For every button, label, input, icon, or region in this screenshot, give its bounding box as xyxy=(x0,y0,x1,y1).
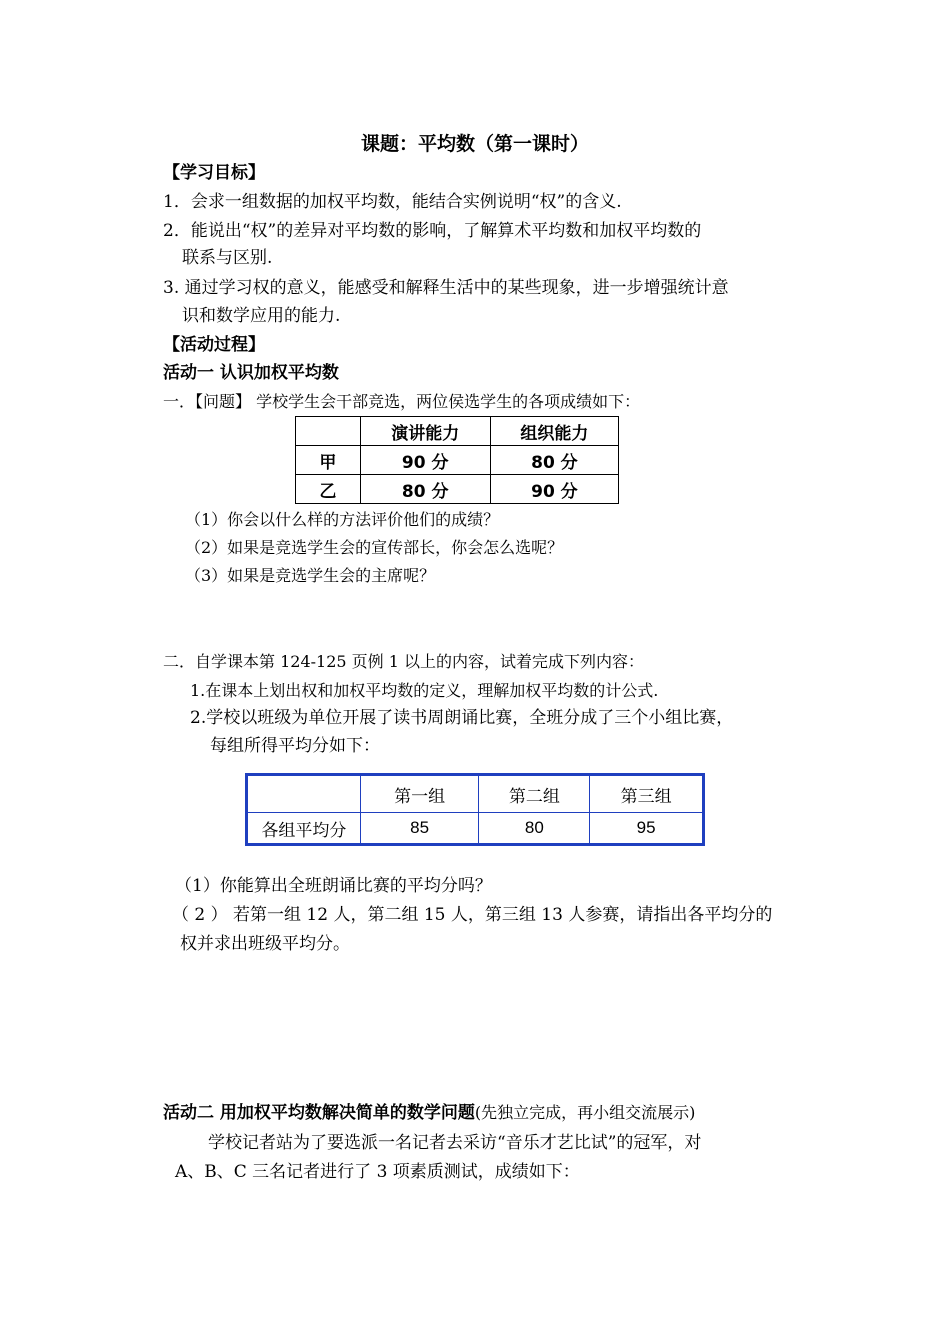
table-row xyxy=(247,775,704,813)
table-cell: 80 分 xyxy=(490,446,618,475)
group-score-table xyxy=(245,773,705,846)
question2-question: （1）你能算出全班朗诵比赛的平均分吗？ xyxy=(175,876,492,896)
table-row xyxy=(296,446,619,475)
activity2-heading-line xyxy=(163,1105,695,1122)
question1-item: （3）如果是竞选学生会的主席呢？ xyxy=(185,566,436,585)
activity1-heading: 活动一 认识加权平均数 xyxy=(163,363,339,383)
table-row xyxy=(296,417,619,446)
table-row xyxy=(247,813,704,845)
question2-item: 每组所得平均分如下： xyxy=(210,736,380,756)
table-cell: 85 xyxy=(360,813,479,845)
activity2-heading: 活动二 用加权平均数解决简单的数学问题 xyxy=(163,1103,475,1123)
table-cell xyxy=(247,775,361,813)
question1-item: （2）如果是竞选学生会的宣传部长，你会怎么选呢？ xyxy=(185,538,564,557)
table-row xyxy=(296,475,619,504)
table-header: 第二组 xyxy=(479,775,590,813)
question2-question: （ 2 ） 若第一组 12 人，第二组 15 人，第三组 13 人参赛，请指出各平均分的 xyxy=(172,905,773,925)
goal-line: 3. 通过学习权的意义，能感受和解释生活中的某些现象，进一步增强统计意 xyxy=(163,278,729,298)
goal-line: 识和数学应用的能力. xyxy=(182,306,341,326)
table-cell: 乙 xyxy=(296,475,361,504)
section-goals-heading: 【学习目标】 xyxy=(163,163,265,183)
question2-intro: 二．自学课本第 124-125 页例 1 以上的内容，试着完成下列内容： xyxy=(163,652,645,671)
table-cell: 90 分 xyxy=(360,446,490,475)
table-cell: 80 分 xyxy=(360,475,490,504)
question2-item: 1.在课本上划出权和加权平均数的定义，理解加权平均数的计公式. xyxy=(190,681,659,700)
activity2-note: (先独立完成，再小组交流展示) xyxy=(474,1103,696,1122)
section-process-heading: 【活动过程】 xyxy=(163,335,265,355)
question1-intro: 一．【问题】 学校学生会干部竞选，两位侯选学生的各项成绩如下： xyxy=(163,392,641,411)
candidate-score-table xyxy=(295,416,619,504)
table-cell: 90 分 xyxy=(490,475,618,504)
table-cell: 甲 xyxy=(296,446,361,475)
question2-item: 2.学校以班级为单位开展了读书周朗诵比赛，全班分成了三个小组比赛， xyxy=(190,708,734,728)
activity2-text: 学校记者站为了要选派一名记者去采访“音乐才艺比试”的冠军，对 xyxy=(208,1133,702,1153)
question2-question: 权并求出班级平均分。 xyxy=(180,934,350,954)
question1-item: （1）你会以什么样的方法评价他们的成绩？ xyxy=(185,510,500,529)
goal-line: 联系与区别. xyxy=(182,248,273,268)
table-row-label: 各组平均分 xyxy=(247,813,361,845)
goal-line: 2．能说出“权”的差异对平均数的影响，了解算术平均数和加权平均数的 xyxy=(163,221,702,241)
table-header: 演讲能力 xyxy=(360,417,490,446)
goal-line: 1．会求一组数据的加权平均数，能结合实例说明“权”的含义. xyxy=(163,192,622,212)
page-title: 课题：平均数（第一课时） xyxy=(360,133,589,155)
table-cell: 80 xyxy=(479,813,590,845)
table-header: 组织能力 xyxy=(490,417,618,446)
table-header: 第三组 xyxy=(590,775,704,813)
table-header: 第一组 xyxy=(360,775,479,813)
table-cell: 95 xyxy=(590,813,704,845)
table-cell xyxy=(296,417,361,446)
activity2-text: A、B、C 三名记者进行了 3 项素质测试，成绩如下： xyxy=(175,1162,580,1182)
